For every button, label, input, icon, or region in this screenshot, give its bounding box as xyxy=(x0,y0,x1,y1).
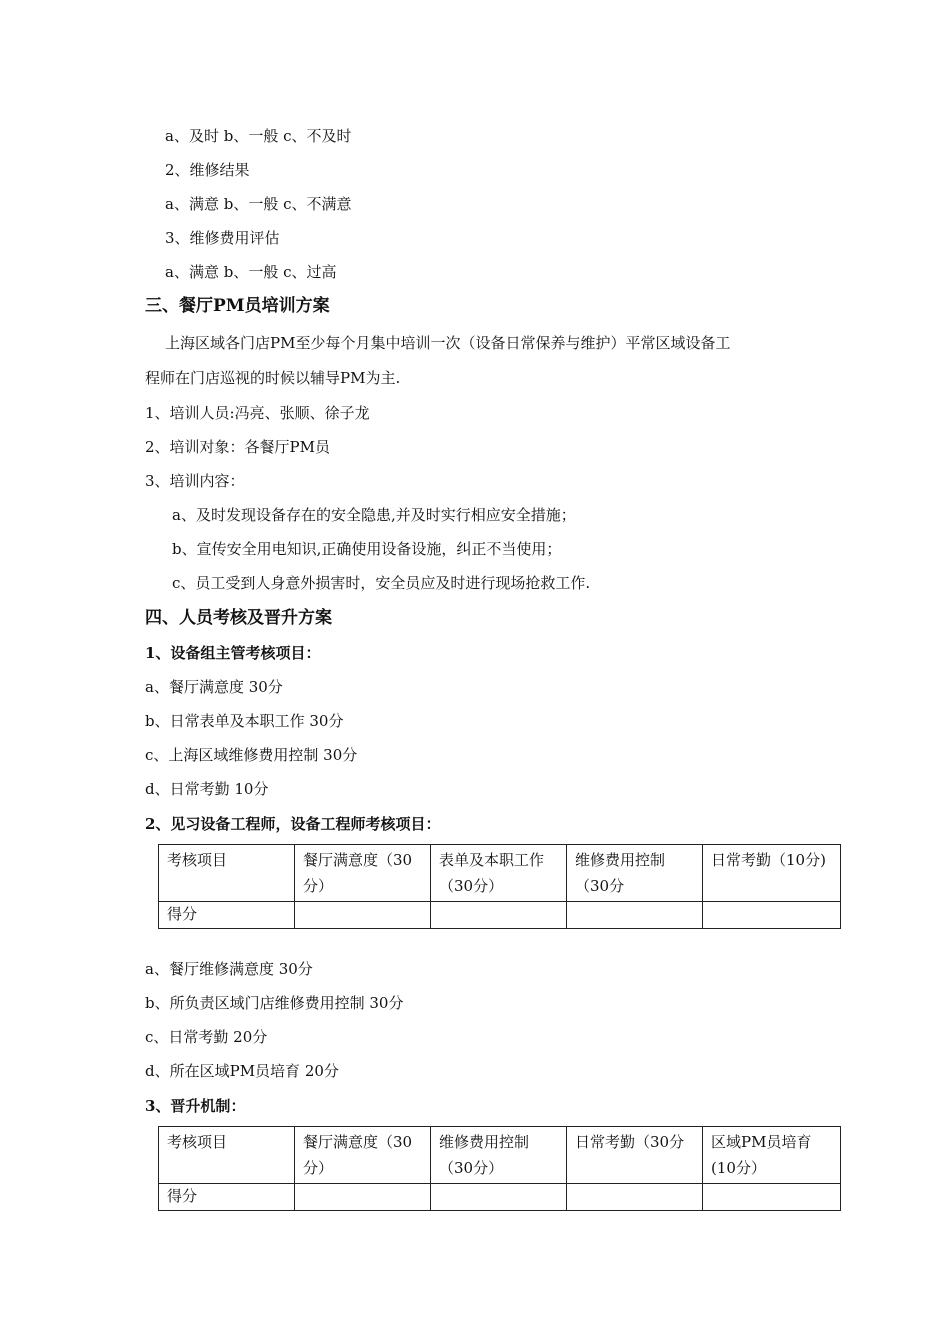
table-cell xyxy=(295,902,431,929)
paragraph: 程师在门店巡视的时候以辅导PM为主. xyxy=(145,369,401,387)
table-cell xyxy=(431,902,567,929)
table-header-cell: 维修费用控制（30分 xyxy=(567,845,703,902)
option-line: a、满意 b、一般 c、不满意 xyxy=(165,195,352,213)
list-item: 2、培训对象：各餐厅PM员 xyxy=(145,438,330,456)
table-cell xyxy=(567,1184,703,1211)
list-item: b、日常表单及本职工作 30分 xyxy=(145,712,344,730)
list-item: d、所在区域PM员培育 20分 xyxy=(145,1062,339,1080)
table-row-label: 得分 xyxy=(159,1184,295,1211)
list-item: 1、培训人员:冯亮、张顺、徐子龙 xyxy=(145,404,370,422)
subsection-heading: 1、设备组主管考核项目： xyxy=(145,644,321,662)
list-item: 3、培训内容： xyxy=(145,472,245,490)
list-item: a、餐厅维修满意度 30分 xyxy=(145,960,313,978)
paragraph: 上海区域各门店PM至少每个月集中培训一次（设备日常保养与维护）平常区域设备工 xyxy=(165,334,731,352)
option-line: a、及时 b、一般 c、不及时 xyxy=(165,127,352,145)
table-header-cell: 表单及本职工作（30分） xyxy=(431,845,567,902)
table-cell xyxy=(295,1184,431,1211)
table-cell xyxy=(431,1184,567,1211)
section-heading: 三、餐厅PM员培训方案 xyxy=(145,296,330,316)
subsection-heading: 3、晋升机制： xyxy=(145,1097,246,1115)
table-header-cell: 考核项目 xyxy=(159,845,295,902)
option-line: a、满意 b、一般 c、过高 xyxy=(165,263,337,281)
assessment-table-1 xyxy=(158,844,841,929)
table-cell xyxy=(703,902,841,929)
subsection-heading: 2、见习设备工程师，设备工程师考核项目： xyxy=(145,815,441,833)
table-header-cell: 餐厅满意度（30分） xyxy=(295,1127,431,1184)
list-item: c、日常考勤 20分 xyxy=(145,1028,268,1046)
table-cell xyxy=(703,1184,841,1211)
section-heading: 四、人员考核及晋升方案 xyxy=(145,608,332,628)
table-header-cell: 维修费用控制（30分） xyxy=(431,1127,567,1184)
list-item: a、及时发现设备存在的安全隐患,并及时实行相应安全措施； xyxy=(172,506,576,524)
list-item: c、上海区域维修费用控制 30分 xyxy=(145,746,358,764)
table-header-cell: 考核项目 xyxy=(159,1127,295,1184)
list-item: d、日常考勤 10分 xyxy=(145,780,269,798)
list-item: b、所负责区域门店维修费用控制 30分 xyxy=(145,994,404,1012)
list-item: a、餐厅满意度 30分 xyxy=(145,678,283,696)
item-heading: 3、维修费用评估 xyxy=(165,229,280,247)
list-item: c、员工受到人身意外损害时，安全员应及时进行现场抢救工作. xyxy=(172,574,591,592)
list-item: b、宣传安全用电知识,正确使用设备设施，纠正不当使用； xyxy=(172,540,562,558)
table-header-cell: 日常考勤（10分) xyxy=(703,845,841,902)
table-cell xyxy=(567,902,703,929)
table-header-cell: 餐厅满意度（30分） xyxy=(295,845,431,902)
table-header-cell: 区域PM员培育(10分） xyxy=(703,1127,841,1184)
assessment-table-2 xyxy=(158,1126,841,1211)
table-header-cell: 日常考勤（30分 xyxy=(567,1127,703,1184)
item-heading: 2、维修结果 xyxy=(165,161,250,179)
table-row-label: 得分 xyxy=(159,902,295,929)
